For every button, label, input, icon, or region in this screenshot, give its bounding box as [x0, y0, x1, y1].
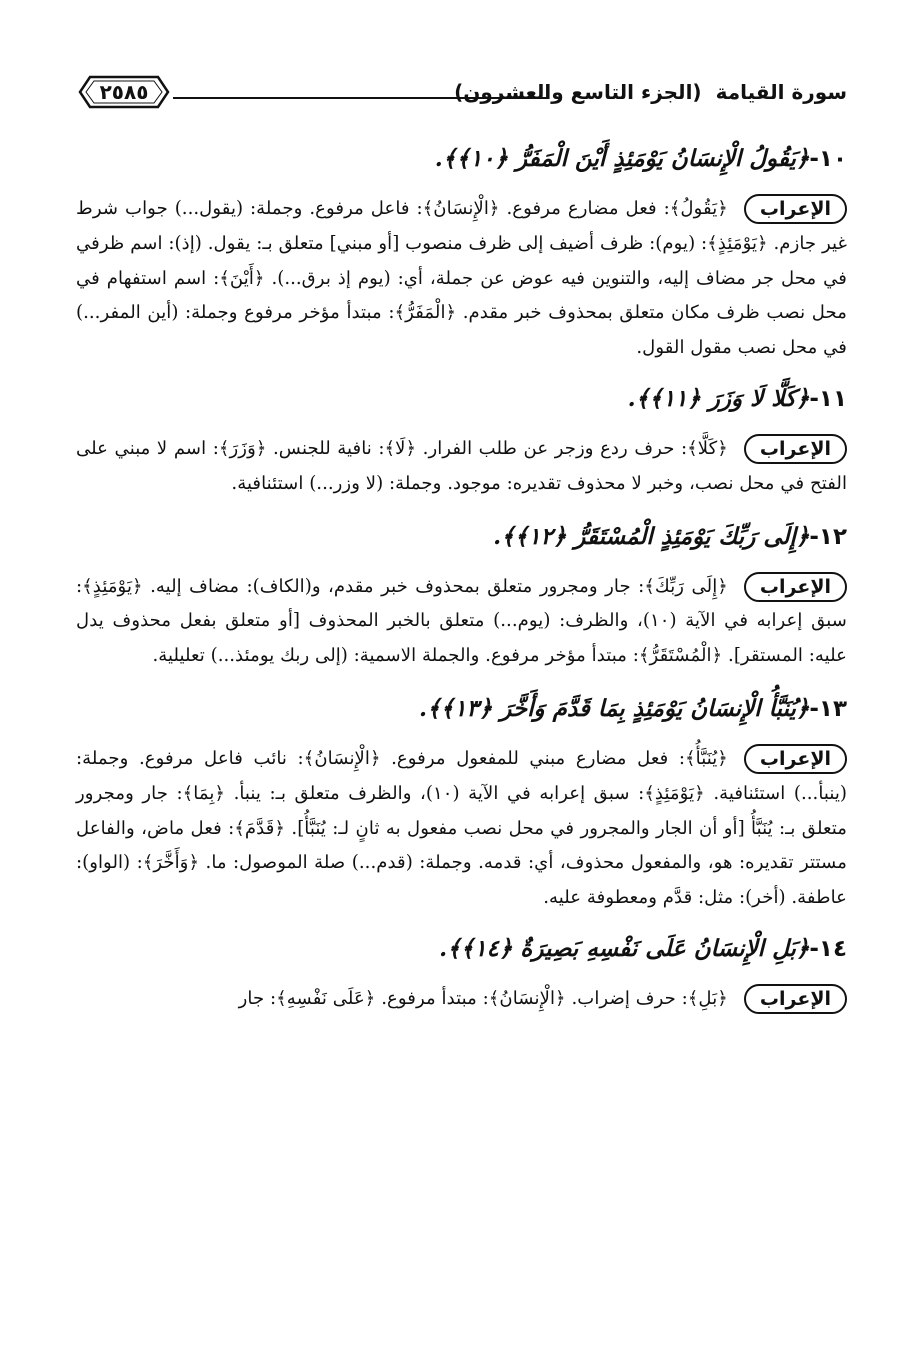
running-title	[454, 80, 847, 104]
verse-line	[76, 692, 847, 726]
irab-text: ﴿إِلَى رَبِّكَ﴾: جار ومجرور متعلق بمحذوف خبر مقدم، و(الكاف): مضاف إليه. ﴿يَوْمَئِذٍ﴾: سبق إعرابه في الآية (١٠)، والظرف: (يوم...) متعلق بالخبر المحذوف [أو متعلق بفعل محذوف يدل عليه: المستقر]. ﴿الْمُسْتَقَرُّ﴾: مبتدأ مؤخر مرفوع. والجملة الاسمية: (إلى ربك يومئذ...) تعليلية.	[76, 575, 847, 667]
verse-number: ١١-	[809, 385, 847, 412]
verse-text: ﴿إِلَى رَبِّكَ يَوْمَئِذٍ الْمُسْتَقَرُّ ﴿١٢﴾﴾.	[493, 522, 810, 550]
verse-text: ﴿يَقُولُ الْإِنسَانُ يَوْمَئِذٍ أَيْنَ الْمَفَرُّ ﴿١٠﴾﴾.	[434, 145, 810, 172]
surah-name: سورة القيامة	[715, 80, 847, 104]
verse-number: ١٠-	[809, 146, 847, 172]
irab-text: ﴿يُنَبَّأُ﴾: فعل مضارع مبني للمفعول مرفوع. ﴿الْإِنسَانُ﴾: نائب فاعل مرفوع. وجملة: (ينبأ...) استئنافية. ﴿يَوْمَئِذٍ﴾: سبق إعرابه في الآية (١٠)، والظرف متعلق بـ: ينبأ. ﴿بِمَا﴾: جار ومجرور متعلق بـ: يُنَبَّأُ [أو أن الجار والمجرور في محل نصب مفعول به ثانٍ لـ: يُنَبَّأُ]. ﴿قَدَّمَ﴾: فعل ماض، والفاعل مستتر تقديره: هو، والمفعول محذوف، أي: قدمه. وجملة: (قدم...) صلة الموصول: ما. ﴿وَأَخَّرَ﴾: (الواو): عاطفة. (أخر): مثل: قدَّم ومعطوفة عليه.	[76, 747, 848, 909]
irab-badge: الإعراب	[744, 572, 847, 602]
page-number: ٢٥٨٥	[99, 80, 149, 104]
irab-text: ﴿بَلِ﴾: حرف إضراب. ﴿الْإِنسَانُ﴾: مبتدأ مرفوع. ﴿عَلَى نَفْسِهِ﴾: جار	[238, 987, 728, 1009]
irab-badge: الإعراب	[744, 434, 847, 464]
verse-text: ﴿بَلِ الْإِنسَانُ عَلَى نَفْسِهِ بَصِيرَةٌ ﴿١٤﴾﴾.	[439, 934, 810, 962]
header-rule	[173, 97, 548, 99]
page-header	[78, 70, 847, 120]
verse-line	[76, 520, 847, 554]
verse-number: ١٢-	[809, 523, 847, 550]
verse-line	[76, 932, 847, 966]
verse-block	[76, 692, 847, 916]
verse-number: ١٣-	[809, 695, 847, 722]
irab-paragraph	[76, 982, 847, 1017]
verse-block	[76, 520, 847, 674]
verse-block	[76, 382, 847, 502]
irab-paragraph	[76, 742, 847, 916]
irab-paragraph	[76, 570, 847, 674]
verse-block	[76, 142, 847, 366]
irab-badge: الإعراب	[744, 194, 847, 224]
irab-badge: الإعراب	[744, 744, 847, 774]
verse-block	[76, 932, 847, 1017]
irab-paragraph	[76, 432, 847, 502]
verse-line	[76, 142, 847, 176]
juz-label: (الجزء التاسع والعشرون)	[454, 80, 702, 104]
irab-badge: الإعراب	[744, 984, 847, 1014]
page-content	[76, 142, 847, 1031]
irab-text: ﴿يَقُولُ﴾: فعل مضارع مرفوع. ﴿الْإِنسَانُ﴾: فاعل مرفوع. وجملة: (يقول...) جواب شرط غير جازم. ﴿يَوْمَئِذٍ﴾: (يوم): ظرف أضيف إلى ظرف منصوب [أو مبني] متعلق بـ: يقول. (إذ): اسم ظرفي في محل جر مضاف إليه، والتنوين فيه عوض عن جملة، أي: (يوم إذ برق...). ﴿أَيْنَ﴾: اسم استفهام في محل نصب ظرف مكان متعلق بمحذوف خبر مقدم. ﴿الْمَفَرُّ﴾: مبتدأ مؤخر مرفوع وجملة: (أين المفر...) في محل نصب مقول القول.	[76, 198, 847, 359]
irab-paragraph	[76, 192, 847, 366]
verse-text: ﴿يُنَبَّأُ الْإِنسَانُ يَوْمَئِذٍ بِمَا قَدَّمَ وَأَخَّرَ ﴿١٣﴾﴾.	[419, 694, 810, 722]
verse-number: ١٤-	[809, 935, 847, 962]
page-number-ornament	[78, 74, 170, 110]
irab-text: ﴿كَلَّا﴾: حرف ردع وزجر عن طلب الفرار. ﴿لَا﴾: نافية للجنس. ﴿وَزَرَ﴾: اسم لا مبني على الفتح في محل نصب، وخبر لا محذوف تقديره: موجود. وجملة: (لا وزر...) استئنافية.	[76, 437, 847, 494]
verse-text: ﴿كَلَّا لَا وَزَرَ ﴿١١﴾﴾.	[627, 384, 810, 412]
verse-line	[76, 382, 847, 416]
